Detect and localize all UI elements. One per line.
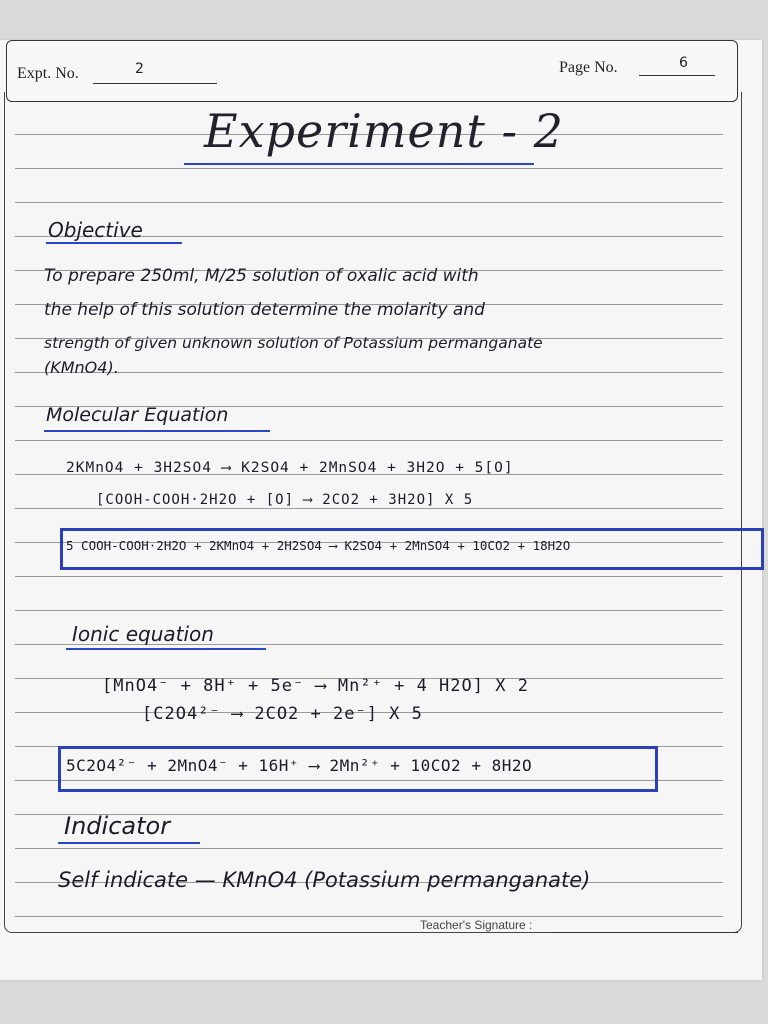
signature-line — [552, 932, 738, 933]
objective-underline — [46, 242, 182, 244]
molecular-net-eq: 5 COOH-COOH·2H2O + 2KMnO4 + 2H2SO4 ⟶ K2SO4 + 2MnSO4 + 10CO2 + 18H2O — [66, 538, 571, 553]
ruled-line — [15, 372, 723, 373]
ruled-line — [15, 916, 723, 917]
page-no-label: Page No. — [559, 59, 618, 76]
expt-no-value: 2 — [135, 61, 144, 77]
ruled-line — [15, 508, 723, 509]
molecular-eq-2: [COOH-COOH·2H2O + [O] ⟶ 2CO2 + 3H2O] X 5 — [96, 492, 474, 508]
ionic-eq-1: [MnO4⁻ + 8H⁺ + 5e⁻ ⟶ Mn²⁺ + 4 H2O] X 2 — [102, 676, 529, 696]
indicator-heading: Indicator — [64, 812, 171, 840]
ruled-line — [15, 610, 723, 611]
expt-no-label: Expt. No. — [17, 65, 79, 82]
page-no-value: 6 — [679, 55, 688, 71]
expt-no-line — [93, 83, 217, 84]
ionic-net-eq: 5C2O4²⁻ + 2MnO4⁻ + 16H⁺ ⟶ 2Mn²⁺ + 10CO2 + 8H2O — [66, 756, 533, 775]
page-title: Experiment - 2 — [204, 104, 564, 158]
objective-line-4: (KMnO4). — [44, 358, 119, 377]
objective-line-1: To prepare 250ml, M/25 solution of oxalic acid with — [44, 266, 479, 286]
teacher-signature-label: Teacher's Signature : — [420, 918, 533, 932]
ionic-underline — [66, 648, 266, 650]
title-underline — [184, 163, 534, 165]
ruled-line — [15, 168, 723, 169]
molecular-eq-1: 2KMnO4 + 3H2SO4 ⟶ K2SO4 + 2MnSO4 + 3H2O + 5[O] — [66, 460, 514, 476]
objective-line-2: the help of this solution determine the molarity and — [44, 300, 485, 320]
ruled-line — [15, 202, 723, 203]
objective-heading: Objective — [48, 218, 143, 242]
page-no-line — [639, 75, 715, 76]
objective-line-3: strength of given unknown solution of Potassium permanganate — [44, 334, 543, 352]
indicator-text: Self indicate — KMnO4 (Potassium permanganate) — [58, 868, 591, 892]
ruled-line — [15, 440, 723, 441]
indicator-underline — [58, 842, 200, 844]
ruled-line — [15, 576, 723, 577]
molecular-heading: Molecular Equation — [46, 404, 229, 426]
ruled-line — [15, 848, 723, 849]
ionic-heading: Ionic equation — [72, 622, 214, 646]
ionic-eq-2: [C2O4²⁻ ⟶ 2CO2 + 2e⁻] X 5 — [142, 704, 423, 724]
molecular-underline — [44, 430, 270, 432]
